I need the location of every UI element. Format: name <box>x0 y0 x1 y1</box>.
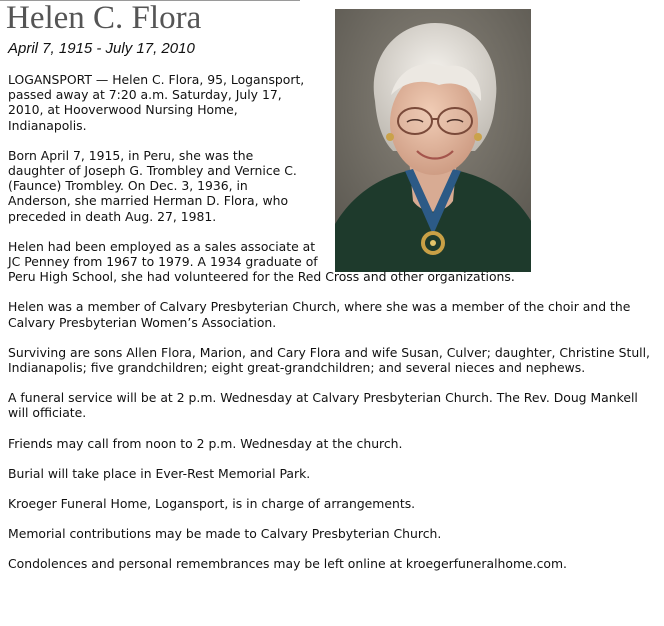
obituary-paragraph: Helen was a member of Calvary Presbyterian Church, where she was a member of the choir and the Calvary Presbyterian Women’s Association. <box>8 299 631 330</box>
life-dates: April 7, 1915 - July 17, 2010 <box>8 40 195 57</box>
obituary-body <box>8 72 658 587</box>
obituary-paragraph: Condolences and personal remembrances may be left online at kroegerfuneralhome.com. <box>8 556 567 572</box>
obituary-paragraph: A funeral service will be at 2 p.m. Wednesday at Calvary Presbyterian Church. The Rev. Doug Mankell will officiate. <box>8 390 638 421</box>
obituary-paragraph: Born April 7, 1915, in Peru, she was the daughter of Joseph G. Trombley and Vernice C. (Faunce) Trombley. On Dec. 3, 1936, in Anderson, she married Herman D. Flora, who preceded in death Aug. 27, 1981. <box>8 147 297 224</box>
obituary-paragraph: LOGANSPORT — Helen C. Flora, 95, Logansport, passed away at 7:20 a.m. Saturday, July 17, 2010, at Hooverwood Nursing Home, Indianapolis. <box>8 72 305 133</box>
obituary-paragraph: Kroeger Funeral Home, Logansport, is in charge of arrangements. <box>8 496 416 512</box>
obituary-paragraph: Burial will take place in Ever-Rest Memorial Park. <box>8 465 311 481</box>
obituary-paragraph: Surviving are sons Allen Flora, Marion, and Cary Flora and wife Susan, Culver; daughter, Christine Stull, Indianapolis; five grandchildren; eight great-grandchildren; and several nieces and nephews. <box>8 344 650 376</box>
obituary-paragraph: Friends may call from noon to 2 p.m. Wednesday at the church. <box>8 435 403 451</box>
obituary-name-heading: Helen C. Flora <box>6 0 202 36</box>
obituary-paragraph: Helen had been employed as a sales associate at JC Penney from 1967 to 1979. A 1934 graduate of Peru High School, she had volunteered for the Red Cross and other organizations. <box>8 238 515 285</box>
obituary-paragraph: Memorial contributions may be made to Calvary Presbyterian Church. <box>8 526 442 542</box>
photo-spacer <box>327 72 658 268</box>
